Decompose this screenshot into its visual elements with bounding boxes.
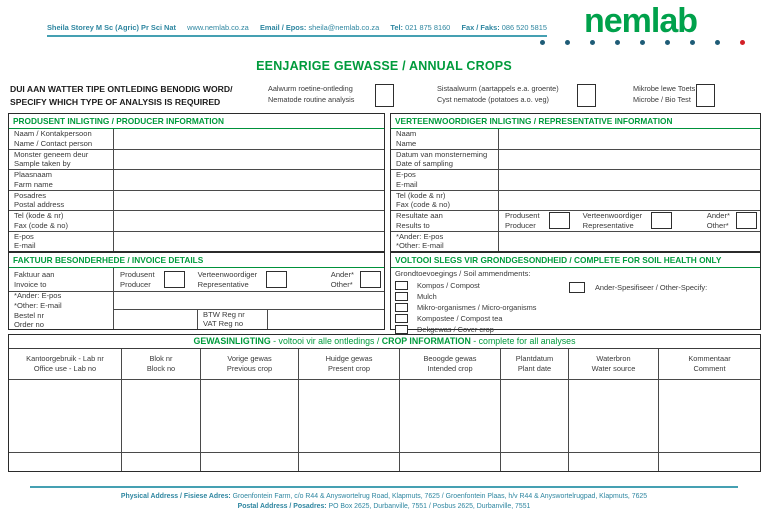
physical-address-label: Physical Address / Fisiese Adres: [120, 493, 231, 500]
invoice-other-label: Ander* Other* [330, 269, 354, 289]
nematode-routine-label: Aalwurm roetine-ontleding Nematode routine analysis [268, 84, 355, 104]
fax-value: 086 520 5815 [501, 23, 547, 32]
crop-cell[interactable] [201, 453, 299, 471]
soil-mulch-checkbox[interactable] [395, 292, 408, 301]
invoice-other-checkbox[interactable] [360, 271, 381, 288]
soil-compost-tea-label: Kompostee / Compost tea [417, 314, 503, 323]
invoice-to-row [9, 268, 384, 291]
form-row [391, 231, 760, 252]
rep-other-email-field[interactable] [499, 232, 760, 252]
crop-cell[interactable] [659, 453, 760, 471]
cyst-nematode-checkbox[interactable] [577, 84, 596, 107]
order-no-field[interactable] [114, 310, 198, 329]
soil-compost-label: Kompos / Compost [417, 281, 480, 290]
crop-cell[interactable] [201, 380, 299, 452]
crop-col-block-no: Blok nr Block no [122, 349, 201, 379]
field-label: Datum van monsterneming Date of sampling [391, 150, 499, 170]
contact-bar [47, 23, 547, 32]
crop-cell[interactable] [659, 380, 760, 452]
field-label: Plaasnaam Farm name [9, 170, 114, 190]
soil-option [395, 292, 437, 301]
rep-tel-fax-field[interactable] [499, 191, 760, 211]
crop-cell[interactable] [569, 380, 659, 452]
results-representative-label: Verteenwoordiger Representative [582, 211, 643, 230]
soil-option [395, 314, 502, 323]
producer-postal-address-field[interactable] [114, 191, 384, 211]
producer-farm-name-field[interactable] [114, 170, 384, 190]
invoice-representative-checkbox[interactable] [266, 271, 287, 288]
dot-icon-red [740, 40, 745, 45]
analysis-prompt-en: SPECIFY WHICH TYPE OF ANALYSIS IS REQUIRED [10, 96, 221, 107]
invoice-other-email-field[interactable] [114, 292, 384, 310]
postal-address-value: PO Box 2625, Durbanville, 7551 / Posbus 2625, Durbanville, 7551 [328, 503, 531, 510]
soil-cover-crop-checkbox[interactable] [395, 325, 408, 334]
field-label: *Ander: E-pos *Other: E-mail Bestel nr Order no [9, 292, 114, 329]
crop-cell[interactable] [9, 380, 122, 452]
field-label: E-pos E-mail [9, 232, 114, 252]
nematode-routine-checkbox[interactable] [375, 84, 394, 107]
form-row [9, 129, 384, 149]
producer-sample-taken-field[interactable] [114, 150, 384, 170]
crop-entry-row [9, 380, 760, 452]
logo-dots [540, 40, 745, 45]
rep-name-field[interactable] [499, 129, 760, 149]
crop-col-comment: Kommentaar Comment [688, 354, 731, 373]
producer-section-heading: PRODUSENT INLIGTING / PRODUCER INFORMATION [9, 114, 384, 129]
crop-information-table [8, 334, 761, 472]
soil-compost-checkbox[interactable] [395, 281, 408, 290]
dot-icon [540, 40, 545, 45]
soil-other-label: Ander-Spesifiseer / Other-Specify: [595, 283, 708, 292]
crop-col-previous-crop: Vorige gewas Previous crop [201, 349, 299, 379]
dot-icon [690, 40, 695, 45]
form-row [391, 190, 760, 211]
results-representative-checkbox[interactable] [651, 212, 672, 229]
producer-contact-field[interactable] [114, 129, 384, 149]
form-row [391, 129, 760, 149]
form-row [391, 149, 760, 170]
physical-address-value: Groenfontein Farm, c/o R44 & Anyswortelrug Road, Klapmuts, 7625 / Groenfontein Plaas, h/v R44 & Anyswortelrugpad, Klapmuts, 7625 [232, 493, 648, 500]
crop-cell[interactable] [501, 380, 569, 452]
tel-info [390, 23, 450, 32]
crop-cell[interactable] [501, 453, 569, 471]
soil-other-option [569, 282, 707, 293]
tel-value: 021 875 8160 [405, 23, 451, 32]
field-label: Naam / Kontakpersoon Name / Contact person [9, 129, 114, 149]
analysis-prompt-af: DUI AAN WATTER TIPE ONTLEDING BENODIG WORD/ [10, 84, 233, 94]
crop-cell[interactable] [400, 380, 501, 452]
field-label: Posadres Postal address [9, 191, 114, 211]
contact-name: Sheila Storey M Sc (Agric) Pr Sci Nat [47, 23, 176, 32]
crop-col-plant-date: Plantdatum Plant date [501, 349, 569, 379]
form-row [391, 169, 760, 190]
results-producer-label: Produsent Producer [505, 211, 540, 230]
rep-sampling-date-field[interactable] [499, 150, 760, 170]
producer-email-field[interactable] [114, 232, 384, 252]
crop-cell[interactable] [299, 453, 400, 471]
microbe-test-label: Mikrobe lewe Toets Microbe / Bio Test [633, 84, 696, 104]
soil-microorganisms-checkbox[interactable] [395, 303, 408, 312]
crop-table-title: GEWASINLIGTING - voltooi vir alle ontledings / CROP INFORMATION - complete for all analyses [9, 335, 760, 349]
invoice-producer-label: Produsent Producer [120, 269, 155, 289]
field-label: Naam Name [391, 129, 499, 149]
cyst-nematode-label: Sistaalwurm (aartappels e.a. groente) Cyst nematode (potatoes a.o. veg) [437, 84, 559, 104]
invoice-representative-label: Verteenwoordiger Representative [197, 269, 258, 289]
invoice-section-heading: FAKTUUR BESONDERHEDE / INVOICE DETAILS [9, 253, 384, 268]
postal-address-line [0, 503, 768, 510]
crop-cell[interactable] [569, 453, 659, 471]
form-row [9, 210, 384, 231]
results-to-row [391, 210, 760, 231]
dot-icon [615, 40, 620, 45]
results-other-checkbox[interactable] [736, 212, 757, 229]
physical-address-line [0, 493, 768, 500]
soil-health-body [391, 268, 760, 334]
form-row [9, 149, 384, 170]
dot-icon [715, 40, 720, 45]
crop-table-header [9, 349, 760, 380]
soil-option [395, 303, 537, 312]
soil-option [395, 325, 494, 334]
field-label: E-pos E-mail [391, 170, 499, 190]
dot-icon [640, 40, 645, 45]
crop-cell[interactable] [122, 380, 201, 452]
results-to-options [499, 211, 760, 231]
field-label: Monster geneem deur Sample taken by [9, 150, 114, 170]
soil-cover-crop-label: Dekgewas / Cover crop [417, 325, 494, 334]
producer-information-section [8, 113, 385, 252]
footer-rule [30, 486, 738, 488]
results-producer-checkbox[interactable] [549, 212, 570, 229]
crop-cell[interactable] [122, 453, 201, 471]
crop-col-water-source: Waterbron Water source [569, 349, 659, 379]
email-info [260, 23, 379, 32]
producer-tel-fax-field[interactable] [114, 211, 384, 231]
crop-cell[interactable] [400, 453, 501, 471]
field-label: Resultate aan Results to [391, 211, 499, 231]
field-label: *Ander: E-pos *Other: E-mail [391, 232, 499, 252]
dot-icon [590, 40, 595, 45]
rep-email-field[interactable] [499, 170, 760, 190]
crop-entry-row [9, 452, 760, 471]
website-link[interactable]: www.nemlab.co.za [187, 23, 249, 32]
soil-mulch-label: Mulch [417, 292, 437, 301]
soil-other-checkbox[interactable] [569, 282, 585, 293]
soil-health-section [390, 252, 761, 334]
soil-amendments-label: Grondtoevoegings / Soil ammendments: [395, 269, 531, 278]
soil-health-heading: VOLTOOI SLEGS VIR GRONDGESONDHEID / COMPLETE FOR SOIL HEALTH ONLY [391, 253, 760, 268]
soil-microorganisms-label: Mikro-organismes / Micro-organisms [417, 303, 537, 312]
dot-icon [565, 40, 570, 45]
crop-col-present-crop: Huidge gewas Present crop [299, 349, 400, 379]
results-other-label: Ander* Other* [706, 211, 730, 230]
field-label: Tel (kode & nr) Fax (code & no) [9, 211, 114, 231]
representative-information-section [390, 113, 761, 252]
vat-reg-field[interactable] [268, 310, 384, 329]
invoice-details-section [8, 252, 385, 330]
page-title: EENJARIGE GEWASSE / ANNUAL CROPS [256, 59, 512, 73]
nemlab-logo: nemlab [584, 2, 698, 40]
form-row [9, 169, 384, 190]
fax-label: Fax / Faks: [461, 23, 500, 32]
crop-cell[interactable] [299, 380, 400, 452]
postal-address-label: Postal Address / Posadres: [237, 503, 327, 510]
microbe-test-checkbox[interactable] [696, 84, 715, 107]
field-label: Tel (kode & nr) Fax (code & no) [391, 191, 499, 211]
crop-cell[interactable] [9, 453, 122, 471]
fax-info [461, 23, 546, 32]
email-label: Email / Epos: [259, 23, 307, 32]
soil-option [395, 281, 480, 290]
email-value[interactable]: sheila@nemlab.co.za [308, 23, 380, 32]
soil-compost-tea-checkbox[interactable] [395, 314, 408, 323]
form-row [9, 231, 384, 252]
invoice-producer-checkbox[interactable] [164, 271, 185, 288]
header-rule [47, 35, 547, 37]
invoice-lower-rows [9, 291, 384, 329]
vat-reg-label: BTW Reg nr VAT Reg no [198, 310, 268, 329]
invoice-to-options [114, 268, 384, 291]
crop-col-lab-no: Kantoorgebruik - Lab nr Office use - Lab no [9, 349, 122, 379]
analysis-prompt [10, 83, 232, 108]
representative-section-heading: VERTEENWOORDIGER INLIGTING / REPRESENTATIVE INFORMATION [391, 114, 760, 129]
dot-icon [665, 40, 670, 45]
field-label: Faktuur aan Invoice to [9, 268, 114, 291]
tel-label: Tel: [390, 23, 404, 32]
crop-col-intended-crop: Beoogde gewas Intended crop [400, 349, 501, 379]
form-row [9, 190, 384, 211]
